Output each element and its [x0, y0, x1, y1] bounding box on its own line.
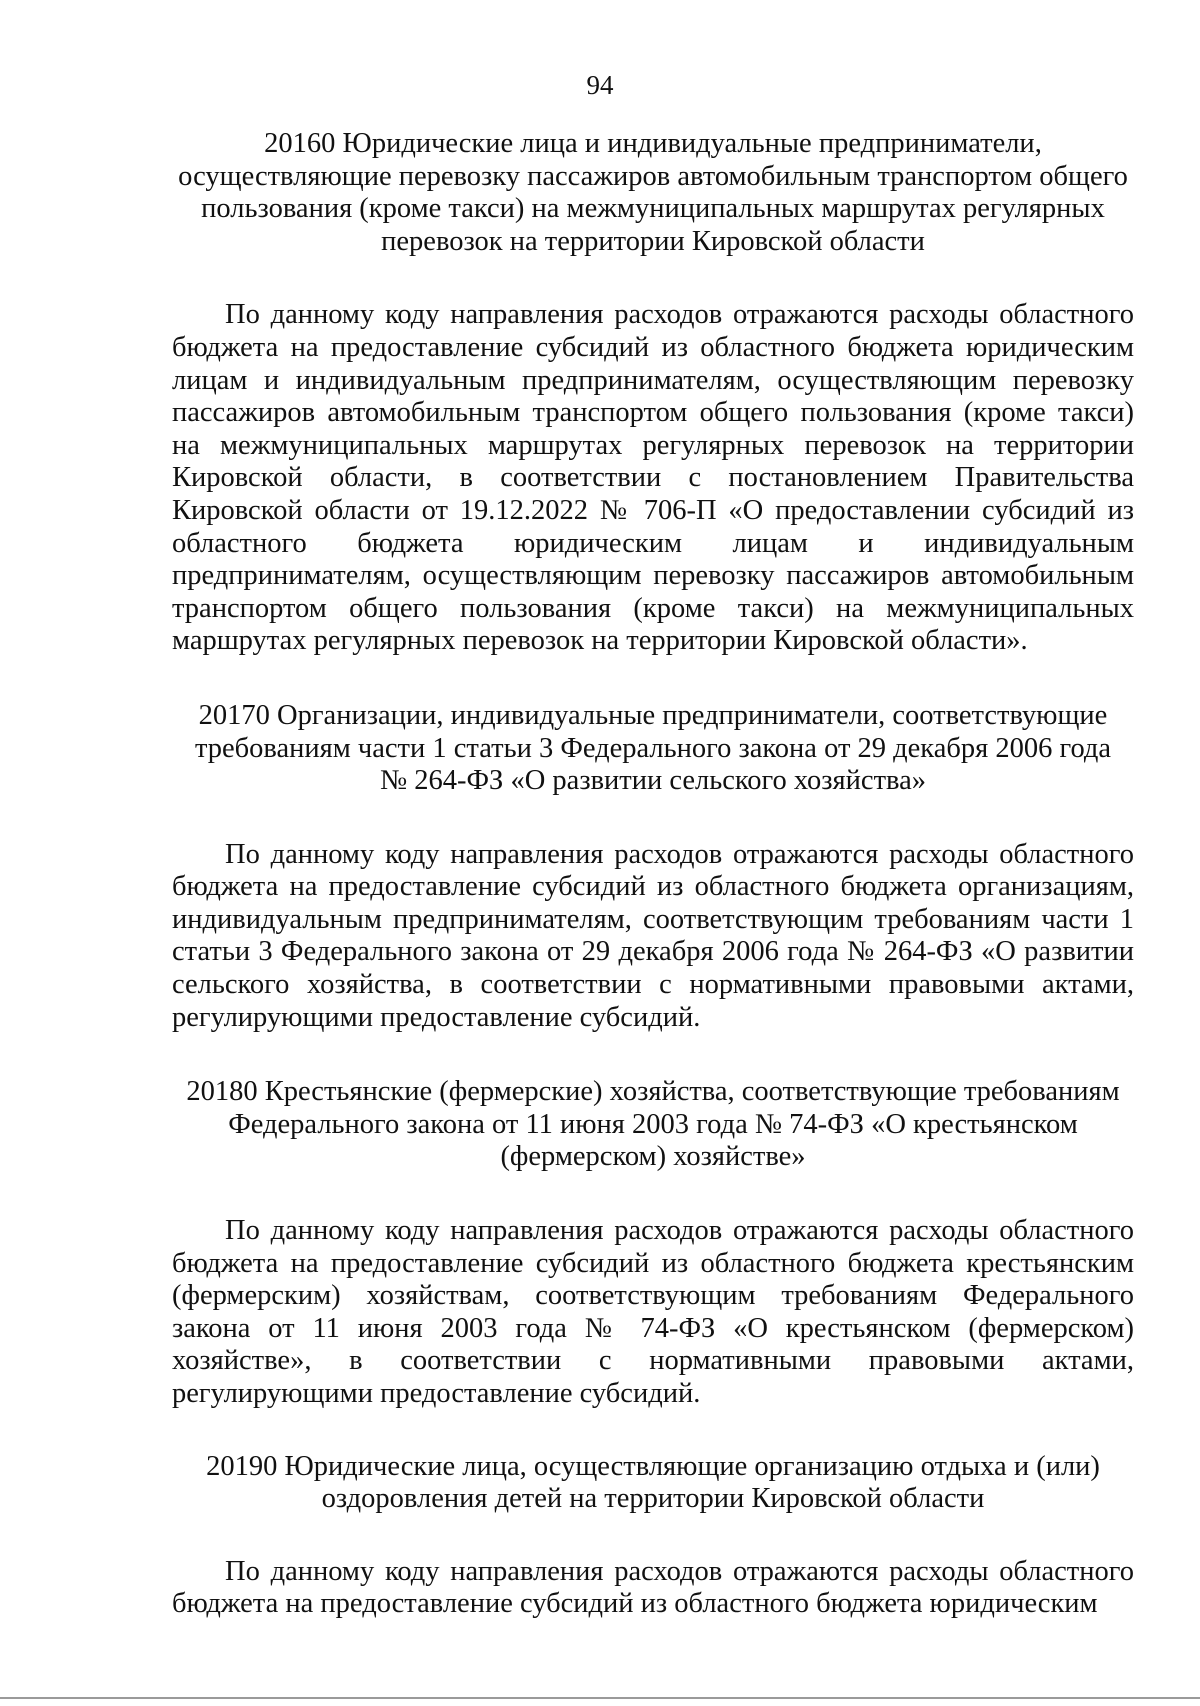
heading-line: осуществляющие перевозку пассажиров автомобильным транспортом общего — [178, 160, 1128, 192]
section-heading — [172, 1451, 1134, 1516]
section-paragraph: По данному коду направления расходов отражаются расходы областного бюджета на предоставление субсидий из областного бюджета организациям, индивидуальным предпринимателям, соответствующим требованиям части 1 статьи 3 Федерального закона от 29 декабря 2006 года № 264-ФЗ «О развитии сельского хозяйства, в соответствии с нормативными правовыми актами, регулирующими предоставление субсидий. — [172, 838, 1134, 1033]
section-20180 — [172, 1076, 1134, 1410]
page-number: 94 — [586, 70, 614, 100]
heading-line: требованиям части 1 статьи 3 Федерального закона от 29 декабря 2006 года — [194, 732, 1112, 764]
section-paragraph: По данному коду направления расходов отражаются расходы областного бюджета на предоставление субсидий из областного бюджета крестьянским (фермерским) хозяйствам, соответствующим требованиям Федерального закона от 11 июня 2003 года № 74-ФЗ «О крестьянском (фермерском) хозяйстве», в соответствии с нормативными правовыми актами, регулирующими предоставление субсидий. — [172, 1215, 1134, 1409]
section-20170 — [172, 700, 1134, 1034]
heading-line: № 264-ФЗ «О развитии сельского хозяйства» — [379, 765, 927, 797]
heading-line: перевозок на территории Кировской области — [381, 225, 925, 257]
section-paragraph: По данному коду направления расходов отражаются расходы областного бюджета на предоставление субсидий из областного бюджета юридическим — [172, 1555, 1134, 1620]
scan-bottom-edge — [0, 1697, 1200, 1699]
heading-line: Федерального закона от 11 июня 2003 года № 74-ФЗ «О крестьянском — [228, 1108, 1078, 1140]
heading-line: 20170 Организации, индивидуальные предприниматели, соответствующие — [198, 699, 1108, 731]
heading-line: 20190 Юридические лица, осуществляющие организацию отдыха и (или) — [206, 1450, 1100, 1482]
heading-line: 20180 Крестьянские (фермерские) хозяйства, соответствующие требованиям — [186, 1076, 1120, 1108]
heading-line: (фермерском) хозяйстве» — [500, 1141, 806, 1173]
heading-line: 20160 Юридические лица и индивидуальные предприниматели, — [264, 128, 1042, 159]
section-paragraph: По данному коду направления расходов отражаются расходы областного бюджета на предоставление субсидий из областного бюджета юридическим лицам и индивидуальным предпринимателям, осуществляющим перевозку пассажиров автомобильным транспортом общего пользования (кроме такси) на межмуниципальных маршрутах регулярных перевозок на территории Кировской области, в соответствии с постановлением Правительства Кировской области от 19.12.2022 № 706-П «О предоставлении субсидий из областного бюджета юридическим лицам и индивидуальным предпринимателям, осуществляющим перевозку пассажиров автомобильным транспортом общего пользования (кроме такси) на межмуниципальных маршрутах регулярных перевозок на территории Кировской области». — [172, 299, 1134, 657]
document-body — [172, 128, 1134, 1621]
section-20160 — [172, 128, 1134, 658]
heading-line: пользования (кроме такси) на межмуниципальных маршрутах регулярных — [201, 193, 1105, 225]
section-heading — [172, 128, 1134, 258]
section-heading — [172, 1076, 1134, 1174]
section-20190 — [172, 1451, 1134, 1621]
heading-line: оздоровления детей на территории Кировской области — [321, 1483, 985, 1515]
section-heading — [172, 700, 1134, 798]
